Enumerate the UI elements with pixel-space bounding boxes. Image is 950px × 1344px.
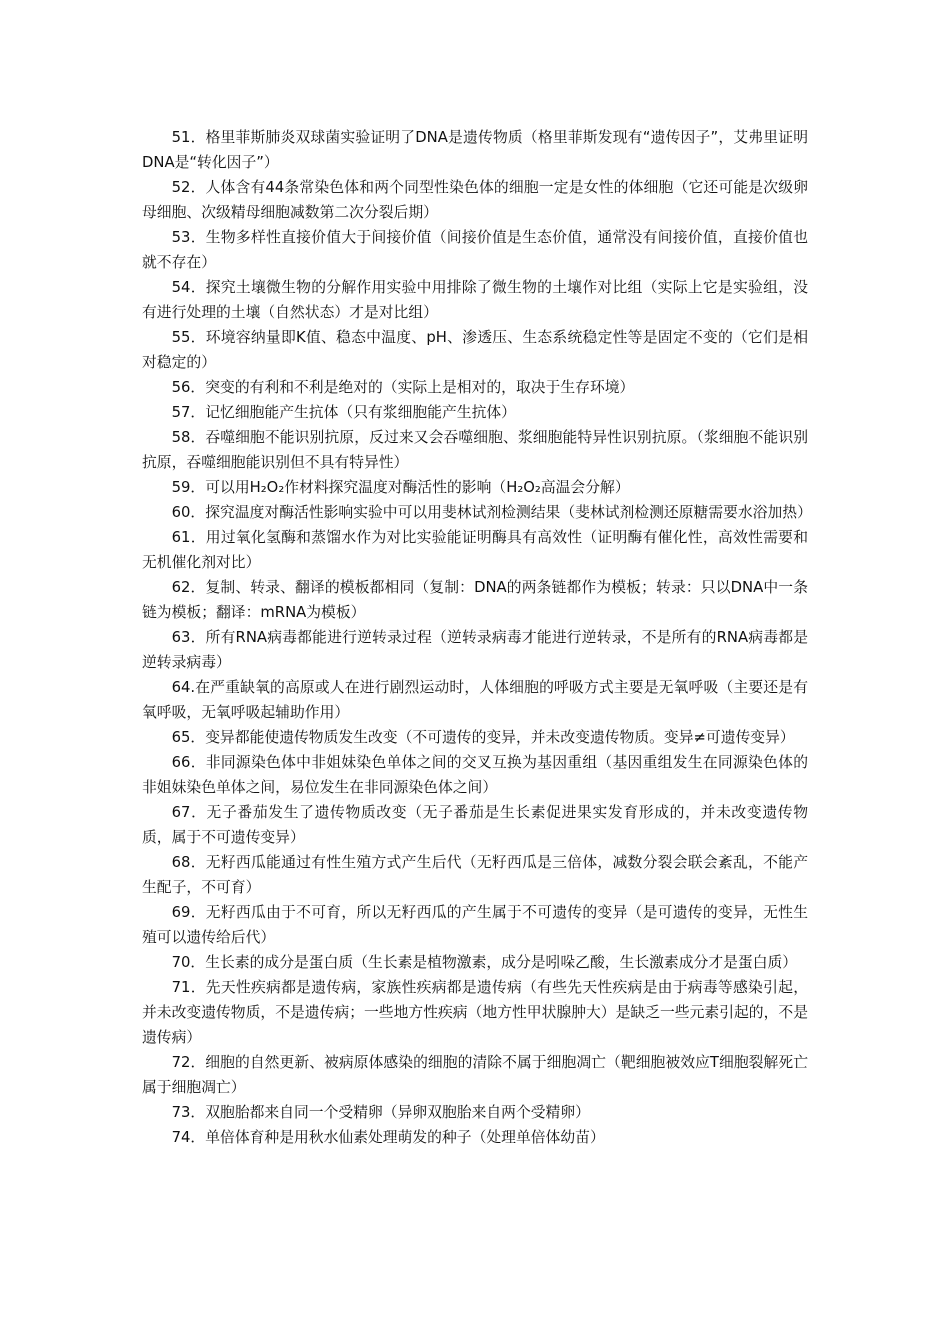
list-item: 56．突变的有利和不利是绝对的（实际上是相对的，取决于生存环境）	[171, 379, 635, 396]
list-item: 68．无籽西瓜能通过有性生殖方式产生后代（无籽西瓜是三倍体，减数分裂会联会紊乱，不能产生配子，不可育）	[142, 854, 808, 896]
list-item: 53．生物多样性直接价值大于间接价值（间接价值是生态价值，通常没有间接价值，直接价值也就不存在）	[142, 229, 808, 271]
list-item: 67．无子番茄发生了遗传物质改变（无子番茄是生长素促进果实发育形成的，并未改变遗传物质，属于不可遗传变异）	[142, 804, 808, 846]
list-item: 74．单倍体育种是用秋水仙素处理萌发的种子（处理单倍体幼苗）	[171, 1129, 605, 1146]
list-item: 69．无籽西瓜由于不可育，所以无籽西瓜的产生属于不可遗传的变异（是可遗传的变异，无性生殖可以遗传给后代）	[142, 904, 808, 946]
list-item: 51．格里菲斯肺炎双球菌实验证明了DNA是遗传物质（格里菲斯发现有“遗传因子”，艾弗里证明DNA是“转化因子”）	[142, 129, 808, 171]
list-item: 52．人体含有44条常染色体和两个同型性染色体的细胞一定是女性的体细胞（它还可能是次级卵母细胞、次级精母细胞减数第二次分裂后期）	[142, 179, 808, 221]
list-item: 63．所有RNA病毒都能进行逆转录过程（逆转录病毒才能进行逆转录，不是所有的RNA病毒都是逆转录病毒）	[142, 629, 808, 671]
list-item: 70．生长素的成分是蛋白质（生长素是植物激素，成分是吲哚乙酸，生长激素成分才是蛋白质）	[171, 954, 798, 971]
list-item: 62．复制、转录、翻译的模板都相同（复制：DNA的两条链都作为模板；转录：只以DNA中一条链为模板；翻译：mRNA为模板）	[142, 579, 808, 621]
list-item: 59．可以用H₂O₂作材料探究温度对酶活性的影响（H₂O₂高温会分解）	[171, 479, 630, 496]
list-item: 72．细胞的自然更新、被病原体感染的细胞的清除不属于细胞凋亡（靶细胞被效应T细胞裂解死亡属于细胞凋亡）	[142, 1054, 808, 1096]
list-item: 65．变异都能使遗传物质发生改变（不可遗传的变异，并未改变遗传物质。变异≠可遗传变异）	[171, 729, 795, 746]
list-item: 61．用过氧化氢酶和蒸馏水作为对比实验能证明酶具有高效性（证明酶有催化性，高效性需要和无机催化剂对比）	[142, 529, 808, 571]
list-item: 60．探究温度对酶活性影响实验中可以用斐林试剂检测结果（斐林试剂检测还原糖需要水浴加热）	[171, 504, 812, 521]
list-item: 66．非同源染色体中非姐妹染色单体之间的交叉互换为基因重组（基因重组发生在同源染色体的非姐妹染色单体之间，易位发生在非同源染色体之间）	[142, 754, 808, 796]
list-item: 64.在严重缺氧的高原或人在进行剧烈运动时，人体细胞的呼吸方式主要是无氧呼吸（主要还是有氧呼吸，无氧呼吸起辅助作用）	[142, 679, 808, 721]
list-item: 57．记忆细胞能产生抗体（只有浆细胞能产生抗体）	[171, 404, 516, 421]
list-item: 55．环境容纳量即K值、稳态中温度、pH、渗透压、生态系统稳定性等是固定不变的（它们是相对稳定的）	[142, 329, 808, 371]
list-item: 71．先天性疾病都是遗传病，家族性疾病都是遗传病（有些先天性疾病是由于病毒等感染引起，并未改变遗传物质，不是遗传病；一些地方性疾病（地方性甲状腺肿大）是缺乏一些元素引起的，不是遗传病）	[142, 979, 808, 1046]
list-item: 73．双胞胎都来自同一个受精卵（异卵双胞胎来自两个受精卵）	[171, 1104, 590, 1121]
list-item: 54．探究土壤微生物的分解作用实验中用排除了微生物的土壤作对比组（实际上它是实验组，没有进行处理的土壤（自然状态）才是对比组）	[142, 279, 808, 321]
list-item: 58．吞噬细胞不能识别抗原，反过来又会吞噬细胞、浆细胞能特异性识别抗原。（浆细胞不能识别抗原，吞噬细胞能识别但不具有特异性）	[142, 429, 808, 471]
document-page	[142, 125, 812, 1150]
